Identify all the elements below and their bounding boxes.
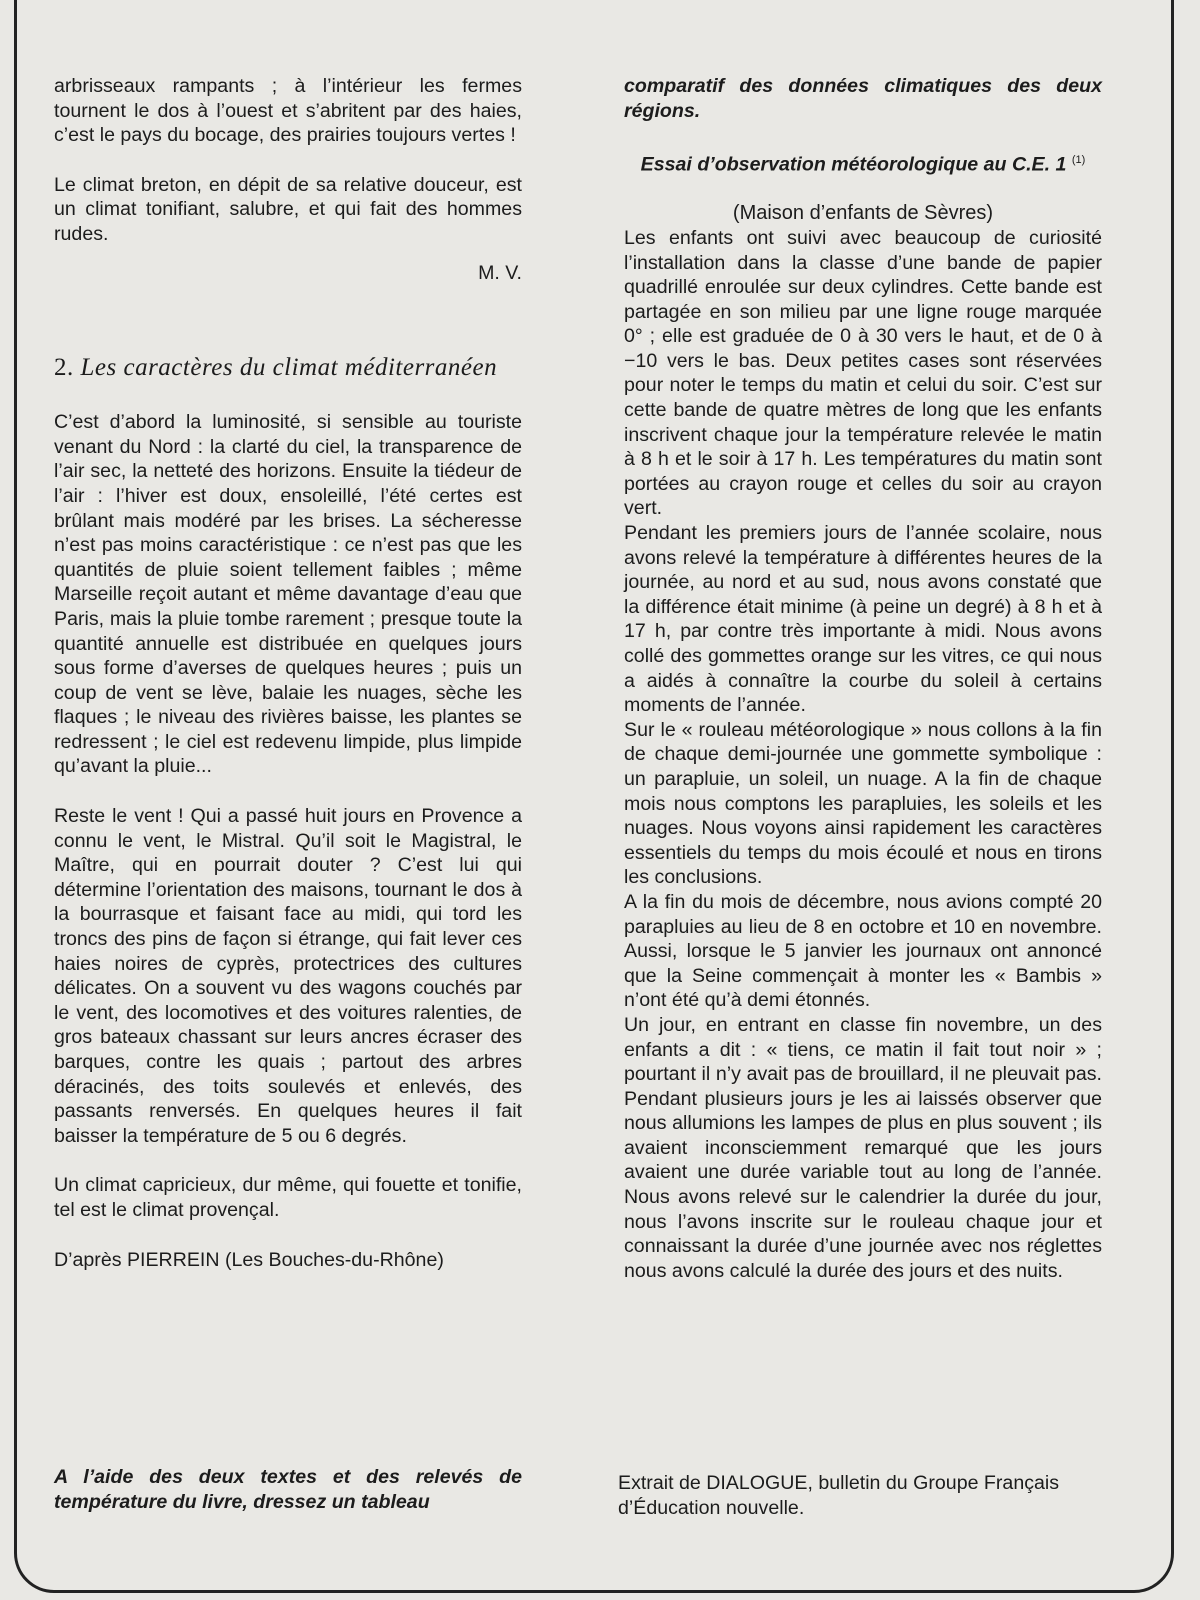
paragraph-decembre: A la fin du mois de décembre, nous avions compté 20 parapluies au lieu de 8 en octobre et 10 en novembre. Aussi, lorsque le 5 janvier les journaux ont annoncé que la Seine commençait à monter les « Bambis » n’ont été qu’à demi étonnés.	[624, 890, 1102, 1012]
left-column	[54, 74, 522, 1272]
signature: M. V.	[478, 261, 522, 284]
section-number: 2.	[54, 354, 74, 382]
section-title: Les caractères du climat méditerranéen	[80, 354, 498, 382]
article-title	[624, 148, 1102, 177]
footnote-mark: (1)	[1071, 154, 1086, 167]
article-title-text: Essai d’observation météorologique au C.E. 1	[640, 153, 1067, 176]
paragraph-rouleau: Sur le « rouleau météorologique » nous collons à la fin de chaque demi-journée une gommette symbolique : un parapluie, un soleil, un nuage. A la fin de chaque mois nous comptons les parapluies, les soleils et les nuages. Nous voyons ainsi rapidement les caractères essentiels du temps du mois écoulé et nous en tirons les conclusions.	[624, 718, 1102, 889]
exercise-continuation: comparatif des données climatiques des deux régions.	[624, 75, 1102, 122]
section-heading	[54, 352, 522, 383]
paragraph-climat-capricieux: Un climat capricieux, dur même, qui fouette et tonifie, tel est le climat provençal.	[54, 1174, 522, 1221]
paragraph-vent: Reste le vent ! Qui a passé huit jours en Provence a connu le vent, le Mistral. Qu’il soit le Magistral, le Maître, qui en pourrait douter ? C’est lui qui détermine l’orientation des maisons, tournant le dos à la bourrasque et faisant face au midi, qui tord les troncs des pins de façon si étrange, qui fait lever ces haies noires de cyprès, protectrices des cultures délicates. On a souvent vu des wagons couchés par le vent, des locomotives et des voitures ralenties, de gros bateaux chassant sur leurs ancres écraser des barques, contre les quais ; partout des arbres déracinés, des toits soulevés et enlevés, des passants renversés. En quelques heures il fait baisser la température de 5 ou 6 degrés.	[54, 805, 522, 1147]
paragraph-climat-breton: Le climat breton, en dépit de sa relative douceur, est un climat tonifiant, salubre, et qui fait des hommes rudes.	[54, 173, 522, 245]
extract-source: Extrait de DIALOGUE, bulletin du Groupe Français d’Éducation nouvelle.	[618, 1472, 1060, 1519]
paragraph-novembre: Un jour, en entrant en classe fin novembre, un des enfants a dit : « tiens, ce matin il fait tout noir » ; pourtant il n’y avait pas de brouillard, il ne pleuvait pas. Pendant plusieurs jours je les ai laissés observer que nous allumions les lampes de plus en plus souvent ; ils avaient inconsciemment remarqué que les jours avaient une durée variable tout au long de l’année. Nous avons relevé sur le calendrier la durée du jour, nous l’avons inscrite sur le rouleau chaque jour et connaissant la durée d’une journée avec nos réglettes nous avons calculé la durée des jours et des nuits.	[624, 1013, 1102, 1282]
exercise-instruction: A l’aide des deux textes et des relevés de température du livre, dressez un tableau	[54, 1466, 522, 1513]
source-citation: D’après PIERREIN (Les Bouches-du-Rhône)	[54, 1248, 444, 1271]
article-subtitle: (Maison d’enfants de Sèvres)	[732, 202, 994, 225]
paragraph-premiers-jours: Pendant les premiers jours de l’année scolaire, nous avons relevé la température à différentes heures de la journée, au nord et au sud, nous avons constaté que la différence était minime (à peine un degré) à 8 h et à 17 h, par contre très importante à midi. Nous avons collé des gommettes orange sur les vitres, ce qui nous a aidés à connaître la courbe du soleil à certains moments de l’année.	[624, 522, 1102, 717]
right-column	[624, 74, 1102, 1283]
paragraph-bande-papier: Les enfants ont suivi avec beaucoup de curiosité l’installation dans la classe d’une bande de papier quadrillé enroulée sur deux cylindres. Cette bande est partagée en son milieu par une ligne rouge marquée 0° ; elle est graduée de 0 à 30 vers le haut, et de 0 à −10 vers le bas. Deux petites cases sont réservées pour noter le temps du matin et celui du soir. C’est sur cette bande de quatre mètres de long que les enfants inscrivent chaque jour la température relevée le matin à 8 h et le soir à 17 h. Les températures du matin sont portées au crayon rouge et celles du soir au crayon vert.	[624, 226, 1102, 520]
paragraph-luminosite: C’est d’abord la luminosité, si sensible au touriste venant du Nord : la clarté du ciel, la transparence de l’air sec, la netteté des horizons. Ensuite la tiédeur de l’air : l’hiver est doux, ensoleillé, l’été certes est brûlant mais modéré par les brises. La sécheresse n’est pas moins caractéristique : ce n’est pas que les quantités de pluie soient tellement faibles ; même Marseille reçoit autant et même davantage d’eau que Paris, mais la pluie tombe rarement ; presque toute la quantité annuelle est distribuée en quelques jours sous forme d’averses de quelques heures ; puis un coup de vent se lève, balaie les nuages, sèche les flaques ; le niveau des rivières baisse, les plantes se redressent ; le ciel est redevenu limpide, plus limpide qu’avant la pluie...	[54, 411, 522, 778]
paragraph-bretagne-end: arbrisseaux rampants ; à l’intérieur les fermes tournent le dos à l’ouest et s’abritent par des haies, c’est le pays du bocage, des prairies toujours vertes !	[54, 75, 522, 147]
